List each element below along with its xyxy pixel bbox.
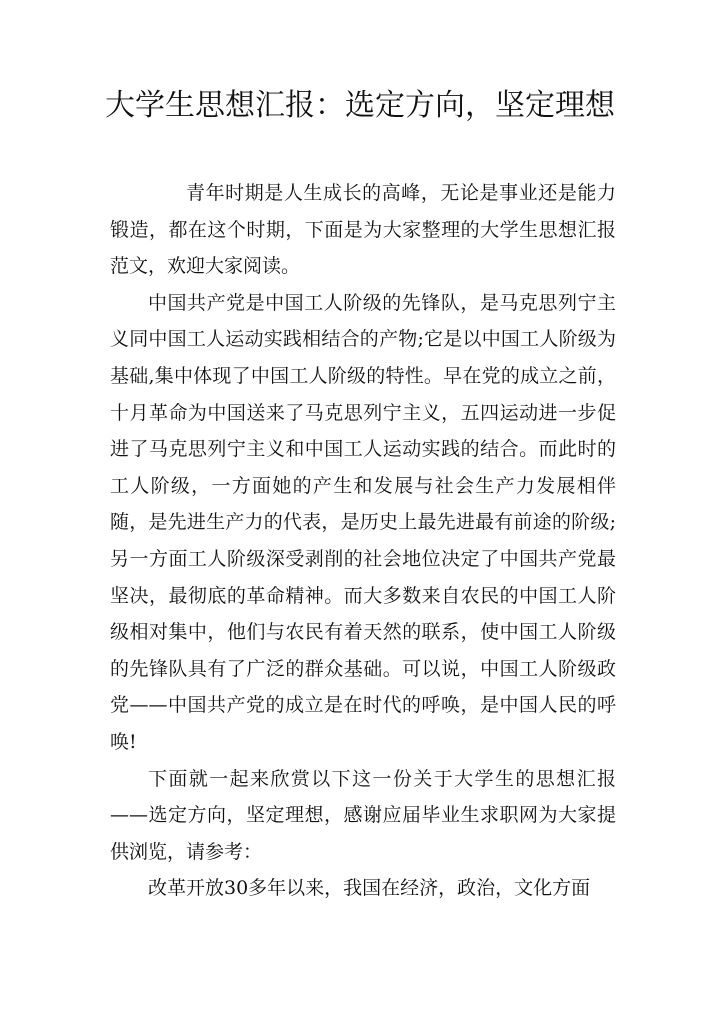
document-title: 大学生思想汇报：选定方向，坚定理想 xyxy=(105,88,615,123)
document-body xyxy=(110,175,616,907)
paragraph-party-history: 中国共产党是中国工人阶级的先锋队，是马克思列宁主义同中国工人运动实践相结合的产物;它是以中国工人阶级为基础,集中体现了中国工人阶级的特性。早在党的成立之前，十月革命为中国送来了马克思列宁主义，五四运动进一步促进了马克思列宁主义和中国工人运动实践的结合。而此时的工人阶级，一方面她的产生和发展与社会生产力发展相伴随，是先进生产力的代表，是历史上最先进最有前途的阶级;另一方面工人阶级深受剥削的社会地位决定了中国共产党最坚决，最彻底的革命精神。而大多数来自农民的中国工人阶级相对集中，他们与农民有着天然的联系，使中国工人阶级的先锋队具有了广泛的群众基础。可以说，中国工人阶级政党——中国共产党的成立是在时代的呼唤，是中国人民的呼唤! xyxy=(110,291,616,753)
paragraph-lead-in: 下面就一起来欣赏以下这一份关于大学生的思想汇报——选定方向，坚定理想，感谢应届毕业生求职网为大家提供浏览，请参考： xyxy=(110,767,616,863)
paragraph-intro: 青年时期是人生成长的高峰，无论是事业还是能力锻造，都在这个时期，下面是为大家整理的大学生思想汇报范文，欢迎大家阅读。 xyxy=(110,182,616,278)
paragraph-reform: 改革开放30多年以来，我国在经济，政治，文化方面 xyxy=(148,877,591,900)
